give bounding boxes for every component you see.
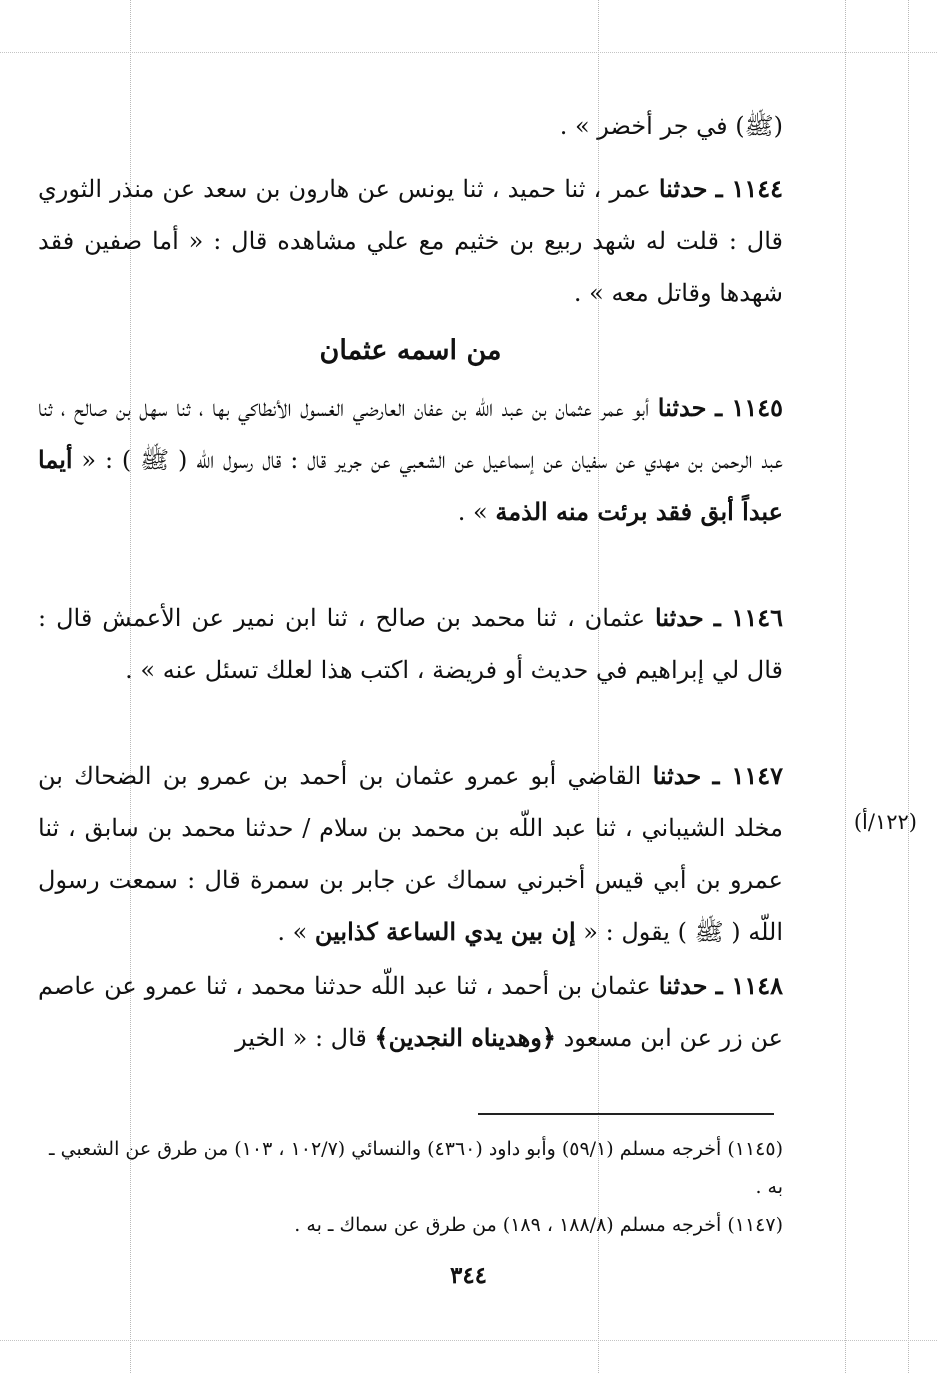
hadith-text: عثمان ، ثنا محمد بن صالح ، ثنا ابن نمير عن الأعمش قال : قال لي إبراهيم في حديث أو فريضة ، اكتب هذا لعلك تسئل عنه » . — [38, 604, 783, 684]
hadith-number: ١١٤٨ ـ — [715, 971, 783, 1000]
hadith-opening: حدثنا — [658, 174, 708, 203]
hadith-1145 — [38, 382, 783, 538]
hadith-number: ١١٤٧ ـ — [712, 761, 784, 790]
footnotes — [30, 1130, 783, 1244]
scan-guide-line — [0, 1340, 937, 1341]
hadith-number: ١١٤٥ ـ — [715, 393, 783, 422]
hadith-text: أبو عمر عثمان بن عبد اللّه بن عفان العارضي الغسول الأنطاكي بها ، ثنا سهل بن صالح ، ثنا عبد الرحمن بن مهدي عن سفيان عن إسماعيل عن الشعبي عن جرير قال : قال رسول اللّه ( ﷺ ) : « — [38, 394, 784, 474]
hadith-1147 — [38, 750, 783, 958]
hadith-number: ١١٤٦ ـ — [713, 603, 783, 632]
page-number: ٣٤٤ — [449, 1262, 488, 1289]
quran-quote: ﴿وهديناه النجدين﴾ — [374, 1023, 556, 1052]
hadith-1144 — [38, 163, 783, 319]
scan-guide-line — [0, 52, 937, 53]
hadith-text-end: » . — [457, 498, 496, 526]
hadith-1148 — [38, 960, 783, 1064]
chapter-heading: من اسمه عثمان — [319, 335, 502, 366]
scan-guide-line — [908, 0, 909, 1373]
hadith-text: عثمان بن أحمد ، ثنا عبد اللّه حدثنا محمد ، ثنا عمرو عن عاصم عن زر عن ابن مسعود — [38, 972, 783, 1052]
continuation-line: (ﷺ) في جر أخضر » . — [559, 112, 783, 140]
hadith-text-end: قال : « الخير — [235, 1024, 375, 1052]
hadith-opening: حدثنا — [657, 393, 707, 422]
hadith-quote: أيما عبداً أبق فقد برئت منه الذمة — [38, 445, 783, 526]
hadith-number: ١١٤٤ ـ — [715, 174, 783, 203]
hadith-opening: حدثنا — [652, 761, 702, 790]
hadith-opening: حدثنا — [655, 603, 704, 632]
footnote-1145: (١١٤٥) أخرجه مسلم (٥٩/١) وأبو داود (٤٣٦٠) والنسائي (١٠٢/٧ ، ١٠٣) من طرق عن الشعبي ـ به . — [49, 1138, 783, 1198]
footnote-separator — [478, 1113, 774, 1115]
scan-guide-line — [845, 0, 846, 1373]
hadith-text: عمر ، ثنا حميد ، ثنا يونس عن هارون بن سعد عن منذر الثوري قال : قلت له شهد ربيع بن خثيم مع علي مشاهده قال : « أما صفين فقد شهدها وقاتل معه » . — [38, 175, 783, 307]
footnote-1147: (١١٤٧) أخرجه مسلم (١٨٨/٨ ، ١٨٩) من طرق عن سماك ـ به . — [294, 1214, 783, 1236]
hadith-text: القاضي أبو عمرو عثمان بن أحمد بن عمرو بن الضحاك بن مخلد الشيباني ، ثنا عبد اللّه بن محمد بن سلام / حدثنا محمد بن سابق ، ثنا عمرو بن أبي قيس أخبرني سماك عن جابر بن سمرة قال : سمعت رسول اللّه ( ﷺ ) يقول : « — [38, 762, 783, 946]
hadith-opening: حدثنا — [658, 971, 708, 1000]
hadith-quote: إن بين يدي الساعة كذابين — [314, 917, 576, 946]
hadith-text-end: » . — [277, 918, 315, 946]
margin-folio-note: (١٢٢/أ) — [853, 810, 917, 834]
hadith-1146 — [38, 592, 783, 696]
